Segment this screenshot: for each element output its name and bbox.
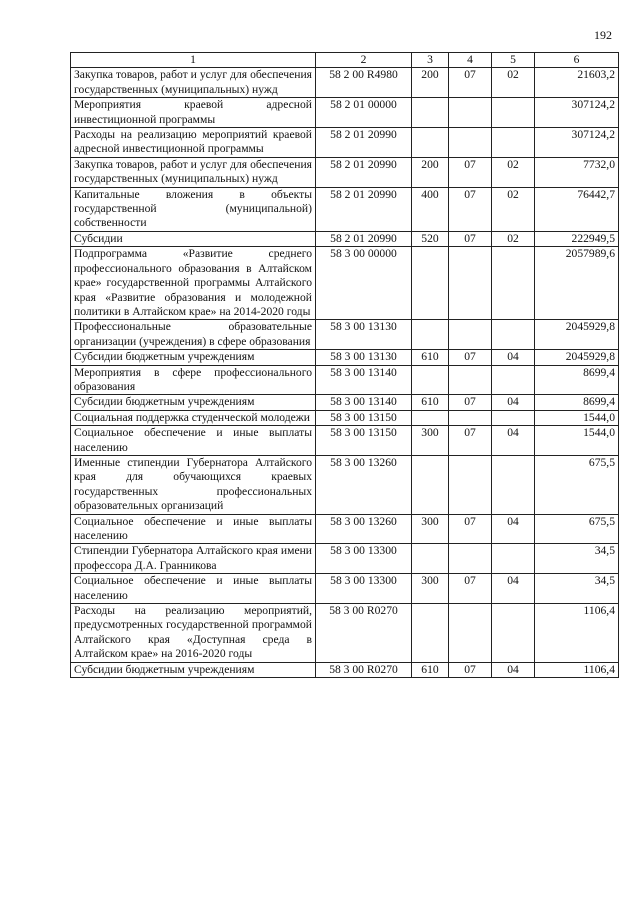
row-name: Закупка товаров, работ и услуг для обеспечения государственных (муниципальных) нужд bbox=[71, 157, 316, 187]
column-header: 1 bbox=[71, 53, 316, 68]
budget-table bbox=[70, 52, 619, 678]
row-section: 07 bbox=[449, 157, 492, 187]
table-row bbox=[71, 455, 619, 514]
row-expense-type: 400 bbox=[412, 187, 449, 231]
table-row bbox=[71, 98, 619, 128]
row-code: 58 2 01 20990 bbox=[316, 128, 412, 158]
table-row bbox=[71, 544, 619, 574]
row-subsection bbox=[492, 410, 535, 425]
table-row bbox=[71, 365, 619, 395]
row-amount: 8699,4 bbox=[535, 365, 619, 395]
row-amount: 76442,7 bbox=[535, 187, 619, 231]
row-name: Мероприятия в сфере профессионального образования bbox=[71, 365, 316, 395]
row-name: Субсидии bbox=[71, 231, 316, 246]
row-code: 58 3 00 13300 bbox=[316, 574, 412, 604]
row-subsection bbox=[492, 320, 535, 350]
row-expense-type: 300 bbox=[412, 514, 449, 544]
row-subsection: 04 bbox=[492, 350, 535, 365]
row-section bbox=[449, 247, 492, 320]
row-name: Профессиональные образовательные организации (учреждения) в сфере образования bbox=[71, 320, 316, 350]
row-amount: 675,5 bbox=[535, 514, 619, 544]
row-amount: 1106,4 bbox=[535, 604, 619, 663]
row-code: 58 2 01 20990 bbox=[316, 187, 412, 231]
row-name: Социальное обеспечение и иные выплаты населению bbox=[71, 574, 316, 604]
row-expense-type: 610 bbox=[412, 662, 449, 677]
row-name: Подпрограмма «Развитие среднего профессионального образования в Алтайском крае» государственной программы Алтайского края «Развитие образования и молодежной политики в Алтайском крае» на 2014-2020 годы bbox=[71, 247, 316, 320]
row-subsection bbox=[492, 455, 535, 514]
row-expense-type bbox=[412, 544, 449, 574]
row-expense-type bbox=[412, 128, 449, 158]
table-row bbox=[71, 187, 619, 231]
row-subsection bbox=[492, 98, 535, 128]
header-row bbox=[71, 53, 619, 68]
row-section: 07 bbox=[449, 426, 492, 456]
row-amount: 307124,2 bbox=[535, 98, 619, 128]
row-name: Социальное обеспечение и иные выплаты населению bbox=[71, 514, 316, 544]
row-code: 58 3 00 13130 bbox=[316, 350, 412, 365]
row-expense-type bbox=[412, 320, 449, 350]
row-amount: 2045929,8 bbox=[535, 320, 619, 350]
row-name: Расходы на реализацию мероприятий, предусмотренных государственной программой Алтайского края «Доступная среда в Алтайском крае» на 2016-2020 годы bbox=[71, 604, 316, 663]
row-expense-type bbox=[412, 365, 449, 395]
row-subsection: 02 bbox=[492, 187, 535, 231]
column-header: 5 bbox=[492, 53, 535, 68]
row-expense-type: 610 bbox=[412, 350, 449, 365]
row-subsection: 04 bbox=[492, 395, 535, 410]
row-name: Закупка товаров, работ и услуг для обеспечения государственных (муниципальных) нужд bbox=[71, 68, 316, 98]
row-subsection: 02 bbox=[492, 231, 535, 246]
row-amount: 34,5 bbox=[535, 574, 619, 604]
row-subsection bbox=[492, 544, 535, 574]
row-section bbox=[449, 604, 492, 663]
row-section: 07 bbox=[449, 395, 492, 410]
row-name: Мероприятия краевой адресной инвестиционной программы bbox=[71, 98, 316, 128]
row-expense-type bbox=[412, 98, 449, 128]
row-expense-type: 200 bbox=[412, 68, 449, 98]
row-section: 07 bbox=[449, 662, 492, 677]
row-section bbox=[449, 128, 492, 158]
row-code: 58 3 00 13140 bbox=[316, 395, 412, 410]
row-section: 07 bbox=[449, 68, 492, 98]
row-amount: 307124,2 bbox=[535, 128, 619, 158]
row-name: Расходы на реализацию мероприятий краевой адресной инвестиционной программы bbox=[71, 128, 316, 158]
table-row bbox=[71, 231, 619, 246]
row-subsection: 04 bbox=[492, 662, 535, 677]
row-name: Субсидии бюджетным учреждениям bbox=[71, 662, 316, 677]
row-name: Субсидии бюджетным учреждениям bbox=[71, 395, 316, 410]
row-subsection: 04 bbox=[492, 574, 535, 604]
row-amount: 675,5 bbox=[535, 455, 619, 514]
row-amount: 8699,4 bbox=[535, 395, 619, 410]
row-amount: 1544,0 bbox=[535, 410, 619, 425]
row-section bbox=[449, 365, 492, 395]
row-subsection: 02 bbox=[492, 68, 535, 98]
row-subsection bbox=[492, 604, 535, 663]
row-subsection bbox=[492, 247, 535, 320]
row-code: 58 3 00 13150 bbox=[316, 426, 412, 456]
row-code: 58 3 00 00000 bbox=[316, 247, 412, 320]
row-amount: 34,5 bbox=[535, 544, 619, 574]
row-amount: 21603,2 bbox=[535, 68, 619, 98]
row-expense-type bbox=[412, 410, 449, 425]
row-section: 07 bbox=[449, 187, 492, 231]
row-expense-type bbox=[412, 247, 449, 320]
table-row bbox=[71, 574, 619, 604]
row-section bbox=[449, 98, 492, 128]
row-amount: 7732,0 bbox=[535, 157, 619, 187]
row-section bbox=[449, 544, 492, 574]
row-code: 58 2 00 R4980 bbox=[316, 68, 412, 98]
row-code: 58 2 01 00000 bbox=[316, 98, 412, 128]
row-code: 58 3 00 13130 bbox=[316, 320, 412, 350]
column-header: 2 bbox=[316, 53, 412, 68]
row-code: 58 3 00 13150 bbox=[316, 410, 412, 425]
row-amount: 1106,4 bbox=[535, 662, 619, 677]
row-amount: 2045929,8 bbox=[535, 350, 619, 365]
row-expense-type: 610 bbox=[412, 395, 449, 410]
row-expense-type bbox=[412, 455, 449, 514]
row-section bbox=[449, 320, 492, 350]
row-section: 07 bbox=[449, 514, 492, 544]
table-row bbox=[71, 662, 619, 677]
table-row bbox=[71, 68, 619, 98]
row-expense-type: 300 bbox=[412, 426, 449, 456]
table-row bbox=[71, 604, 619, 663]
row-amount: 222949,5 bbox=[535, 231, 619, 246]
row-subsection: 02 bbox=[492, 157, 535, 187]
row-expense-type: 200 bbox=[412, 157, 449, 187]
row-section: 07 bbox=[449, 231, 492, 246]
column-header: 4 bbox=[449, 53, 492, 68]
table-row bbox=[71, 247, 619, 320]
row-subsection: 04 bbox=[492, 514, 535, 544]
row-amount: 1544,0 bbox=[535, 426, 619, 456]
table-row bbox=[71, 157, 619, 187]
row-code: 58 2 01 20990 bbox=[316, 157, 412, 187]
row-amount: 2057989,6 bbox=[535, 247, 619, 320]
page-number: 192 bbox=[594, 28, 612, 42]
row-code: 58 3 00 13300 bbox=[316, 544, 412, 574]
row-subsection bbox=[492, 128, 535, 158]
row-subsection bbox=[492, 365, 535, 395]
row-code: 58 3 00 R0270 bbox=[316, 662, 412, 677]
row-name: Субсидии бюджетным учреждениям bbox=[71, 350, 316, 365]
table-body bbox=[71, 68, 619, 678]
table-row bbox=[71, 514, 619, 544]
row-expense-type: 300 bbox=[412, 574, 449, 604]
table-row bbox=[71, 395, 619, 410]
row-expense-type bbox=[412, 604, 449, 663]
table-row bbox=[71, 128, 619, 158]
row-code: 58 2 01 20990 bbox=[316, 231, 412, 246]
row-subsection: 04 bbox=[492, 426, 535, 456]
column-header: 3 bbox=[412, 53, 449, 68]
row-name: Стипендии Губернатора Алтайского края имени профессора Д.А. Гранникова bbox=[71, 544, 316, 574]
row-name: Социальное обеспечение и иные выплаты населению bbox=[71, 426, 316, 456]
row-name: Именные стипендии Губернатора Алтайского края для обучающихся краевых государственных профессиональных образовательных организаций bbox=[71, 455, 316, 514]
row-section bbox=[449, 455, 492, 514]
table-row bbox=[71, 350, 619, 365]
row-code: 58 3 00 13260 bbox=[316, 455, 412, 514]
table-row bbox=[71, 410, 619, 425]
row-code: 58 3 00 13260 bbox=[316, 514, 412, 544]
row-expense-type: 520 bbox=[412, 231, 449, 246]
row-section bbox=[449, 410, 492, 425]
table-row bbox=[71, 320, 619, 350]
row-code: 58 3 00 13140 bbox=[316, 365, 412, 395]
row-code: 58 3 00 R0270 bbox=[316, 604, 412, 663]
row-name: Социальная поддержка студенческой молодежи bbox=[71, 410, 316, 425]
row-section: 07 bbox=[449, 350, 492, 365]
table-row bbox=[71, 426, 619, 456]
row-name: Капитальные вложения в объекты государственной (муниципальной) собственности bbox=[71, 187, 316, 231]
column-header: 6 bbox=[535, 53, 619, 68]
row-section: 07 bbox=[449, 574, 492, 604]
